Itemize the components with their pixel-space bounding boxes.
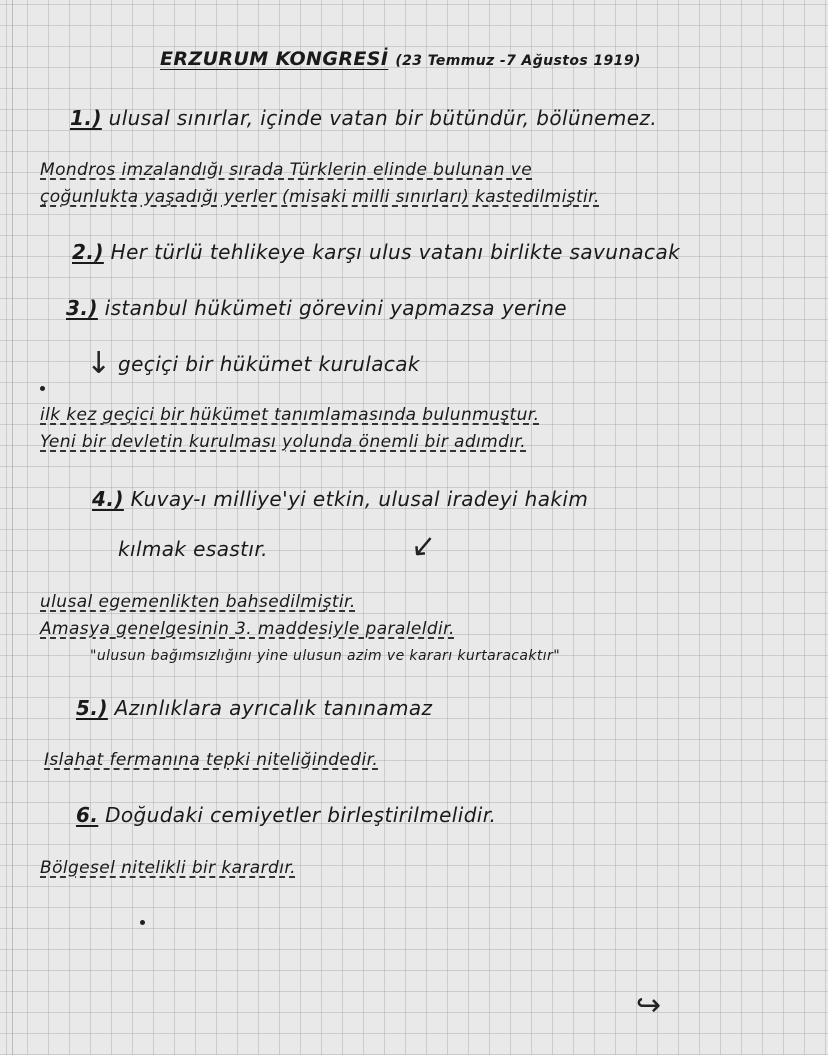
item-6 <box>76 803 496 827</box>
page-turn-arrow-icon: ↪ <box>636 988 662 1023</box>
item-3-note-1: ilk kez geçici bir hükümet tanımlamasında bulunmuştur. <box>40 405 540 425</box>
item-4-note-2: Amasya genelgesinin 3. maddesiyle paraleldir. <box>40 619 455 639</box>
item-3-note-2: Yeni bir devletin kurulması yolunda önemli bir adımdır. <box>40 432 527 452</box>
item-6-note-1: Bölgesel nitelikli bir karardır. <box>40 858 296 878</box>
item-6-text: Doğudaki cemiyetler birleştirilmelidir. <box>105 803 497 827</box>
item-1-note-1: Mondros imzalandığı sırada Türklerin elinde bulunan ve <box>40 160 533 180</box>
item-1-note-2: çoğunlukta yaşadığı yerler (misaki milli sınırları) kastedilmiştir. <box>40 187 600 207</box>
page-title <box>160 48 641 70</box>
item-3-text: istanbul hükümeti görevini yapmazsa yerine <box>104 296 568 320</box>
item-1-number: 1.) <box>70 106 102 130</box>
item-4-number: 4.) <box>92 487 124 511</box>
title-main: ERZURUM KONGRESİ <box>160 48 389 70</box>
item-4-note-1: ulusal egemenlikten bahsedilmiştir. <box>40 592 356 612</box>
arrow-down-icon: ↓ <box>86 346 112 381</box>
item-2-text: Her türlü tehlikeye karşı ulus vatanı birlikte savunacak <box>110 240 681 264</box>
item-2 <box>72 240 680 264</box>
item-3-number: 3.) <box>66 296 98 320</box>
item-3-text-continued: geçiçi bir hükümet kurulacak <box>118 352 420 376</box>
item-3 <box>66 296 567 320</box>
arrow-down-left-icon: ↓ <box>401 526 444 569</box>
item-6-number: 6. <box>76 803 99 827</box>
ink-dot <box>40 386 45 391</box>
title-dates: (23 Temmuz -7 Ağustos 1919) <box>395 53 641 69</box>
item-2-number: 2.) <box>72 240 104 264</box>
item-4-quote: "ulusun bağımsızlığını yine ulusun azim ve kararı kurtaracaktır" <box>90 648 561 664</box>
item-4-text: Kuvay-ı milliye'yi etkin, ulusal iradeyi hakim <box>130 487 589 511</box>
item-5-note-1: Islahat fermanına tepki niteliğindedir. <box>44 750 379 770</box>
item-5-text: Azınlıklara ayrıcalık tanınamaz <box>114 696 433 720</box>
item-1 <box>70 106 657 130</box>
item-1-text: ulusal sınırlar, içinde vatan bir bütündür, bölünemez. <box>108 106 658 130</box>
item-5 <box>76 696 432 720</box>
item-4-text-continued: kılmak esastır. <box>118 537 268 561</box>
item-4 <box>92 487 588 511</box>
ink-dot <box>140 920 145 925</box>
margin-line <box>12 0 13 1055</box>
item-5-number: 5.) <box>76 696 108 720</box>
